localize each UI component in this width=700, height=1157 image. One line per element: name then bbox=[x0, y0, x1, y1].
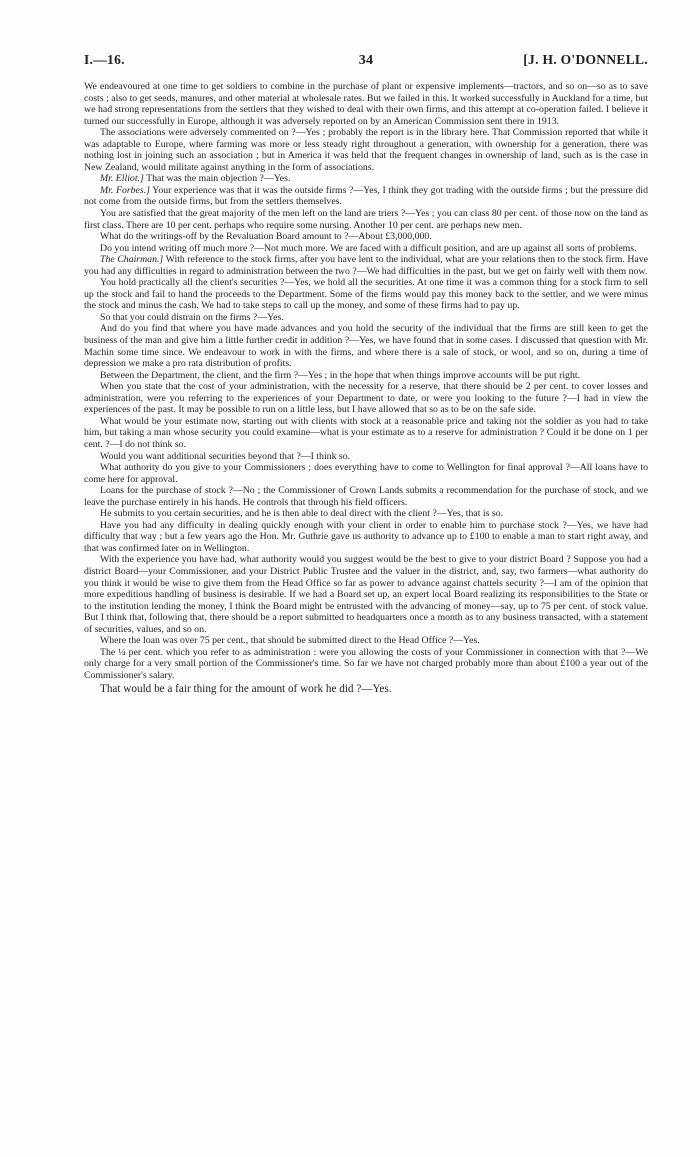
paragraph: What would be your estimate now, starting out with clients with stock at a reasonable price and taking not the soldier as you had to take him, but taking a man whose security you could examine—what is your estimate as to a reserve for administration ? Could it be done on 1 per cent. ?—I do not think so. bbox=[84, 415, 648, 450]
paragraph: Would you want additional securities beyond that ?—I think so. bbox=[100, 450, 351, 462]
paragraph: That would be a fair thing for the amount of work he did ?—Yes. bbox=[100, 683, 392, 696]
paragraph: The associations were adversely commented on ?—Yes ; probably the report is in the library here. That Commission reported that while it was adaptable to Europe, where farming was more or less steady right throughout a generation, with ownership for a generation, there was nothing lost in joining such an association ; but in America it was held that the frequent changes in ownership of land, such as is the case in New Zealand, would militate against anything in the form of associations. bbox=[84, 127, 648, 173]
witness-name: [J. H. O'DONNELL. bbox=[523, 52, 648, 67]
paragraph: Between the Department, the client, and the firm ?—Yes ; in the hope that when things improve accounts will be put right. bbox=[100, 369, 581, 381]
paragraph: Mr. Forbes.] Your experience was that it was the outside firms ?—Yes, I think they got trading with the outside firms ; but the pressure did not come from the outside firms, but from the settlers themselves. bbox=[84, 184, 648, 208]
paragraph: Where the loan was over 75 per cent., that should be submitted direct to the Head Office ?—Yes. bbox=[100, 635, 480, 647]
page-number: 34 bbox=[358, 53, 374, 68]
paragraph: Do you intend writing off much more ?—Not much more. We are faced with a difficult position, and are up against all sorts of problems. bbox=[100, 242, 637, 254]
paragraph: You are satisfied that the great majority of the men left on the land are triers ?—Yes ; you can class 80 per cent. of those now on the land as first class. There are 10 per cent. perhaps who require some nursing. Another 10 per cent. are perhaps new men. bbox=[84, 208, 648, 231]
paragraph: You hold practically all the client's securities ?—Yes, we hold all the securities. At one time it was a common thing for a stock firm to sell up the stock and fail to hand the proceeds to the Department. Some of the firms would pay this money back to the settler, and we were minus the stock and minus the cash. We had to take steps to call up the money, and some of these firms had to pay up. bbox=[84, 277, 648, 312]
paragraph: The ¼ per cent. which you refer to as administration : were you allowing the costs of your Commissioner in connection with that ?—We only charge for a very small portion of the Commissioner's time. So far we have not charged probably more than about £100 a year out of the Commissioner's salary. bbox=[84, 646, 648, 681]
paragraph: So that you could distrain on the firms ?—Yes. bbox=[100, 311, 284, 323]
paragraph: And do you find that where you have made advances and you hold the security of the individual that the firms are still keen to get the business of the man and give him a little further credit in addition ?—Yes, we have found that in some cases. I discussed that question with Mr. Machin some time since. We endeavour to work in with the firms, and where there is a sale of stock, or wool, and so on, during a time of depression we make a pro rata distribution of profits. bbox=[84, 323, 648, 370]
paragraph: What authority do you give to your Commissioners ; does everything have to come to Wellington for final approval ?—All loans have to come here for approval. bbox=[84, 462, 648, 485]
page-body bbox=[84, 81, 648, 696]
paragraph: When you state that the cost of your administration, with the necessity for a reserve, that there should be 2 per cent. to cover losses and administration, were you referring to the experiences of your Department to date, or were you looking to the future ?—I had in view the experiences of the past. It may be possible to run on a little less, but I have allowed that so as to be on the safe side. bbox=[84, 381, 648, 416]
paragraph: Mr. Elliot.] That was the main objection ?—Yes. bbox=[100, 173, 291, 185]
page-header bbox=[84, 52, 648, 69]
paragraph: We endeavoured at one time to get soldiers to combine in the purchase of plant or expensive implements—tractors, and so on—so as to save costs ; also to get seeds, manures, and other material at wholesale rates. But we failed in this. It worked successfully in Auckland for a time, but we had strong representations from the settlers that they wished to deal with their own firms, and this attempt at co-operation failed. I believe it turned our successfully in Europe, although it was adversely reported on by an American Commission sent there in 1913. bbox=[84, 81, 648, 127]
speaker-label: Mr. Elliot.] bbox=[100, 173, 144, 185]
paragraph: With the experience you have had, what authority would you suggest would be the best to give to your district Board ? Suppose you had a district Board—your Commissioner, and your District Public Trustee and the valuer in the district, and, say, two farmers—what authority do you think it would be wise to give them from the Head Office so far as power to advance against chattels security ?—I am of the opinion that more expeditious handling of business is desirable. If we had a Board set up, an expert local Board realizing its responsibilities to the State or to the institution lending the money, I think the Board might be entrusted with the advancing of money—say, up to 75 per cent. of stock value. But I think that, following that, there should be a report submitted to headquarters once a month as to any business transacted, with a statement of securities, values, and so on. bbox=[84, 554, 648, 635]
speaker-label: Mr. Forbes.] bbox=[100, 184, 150, 196]
speaker-label: The Chairman.] bbox=[100, 254, 164, 266]
paragraph: What do the writings-off by the Revaluation Board amount to ?—About £3,000,000. bbox=[100, 231, 432, 243]
paragraph: The Chairman.] With reference to the stock firms, after you have lent to the individual, what are your relations then to the stock firm. Have you had any difficulties in regard to administration between the two ?—We had difficulties in the past, but we get on fairly well with them now. bbox=[84, 254, 648, 277]
paragraph: He submits to you certain securities, and he is then able to deal direct with the client ?—Yes, that is so. bbox=[100, 508, 504, 520]
paragraph: Loans for the purchase of stock ?—No ; the Commissioner of Crown Lands submits a recommendation for the purchase of stock, and we leave the purchase entirely in his hands. He controls that through his field officers. bbox=[84, 485, 648, 508]
paragraph: Have you had any difficulty in dealing quickly enough with your client in order to enable him to purchase stock ?—Yes, we have had difficulty that way ; but a few years ago the Hon. Mr. Guthrie gave us authority to advance up to £100 to enable a man to start right away, and that was confirmed later on in Wellington. bbox=[84, 519, 648, 554]
paper-reference: I.—16. bbox=[84, 52, 125, 67]
